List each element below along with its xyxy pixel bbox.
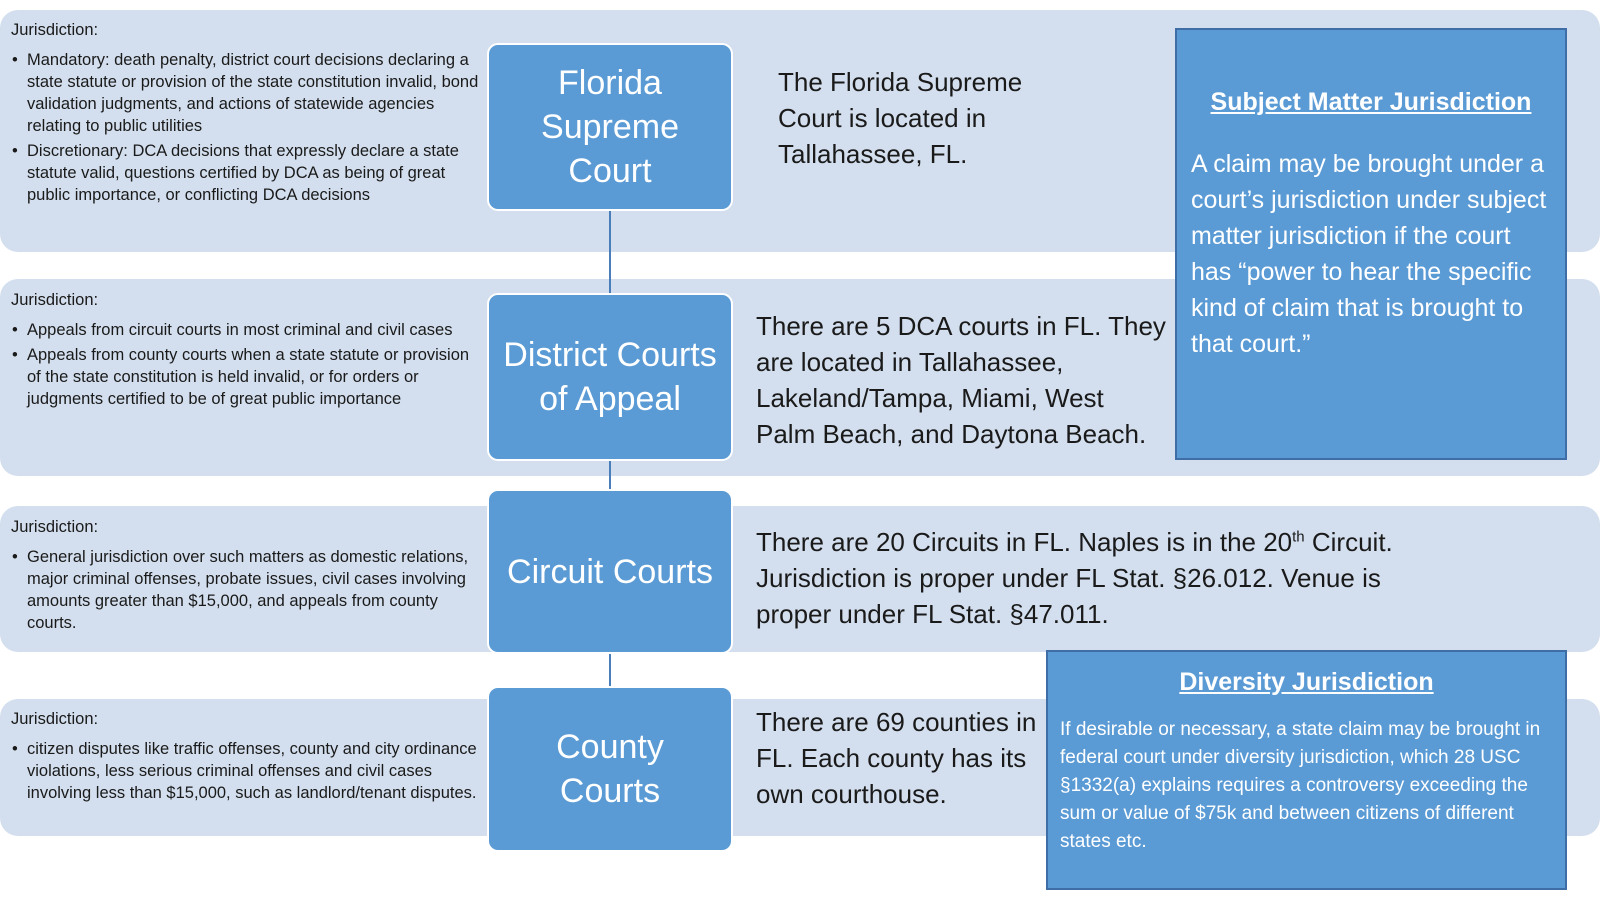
subject-matter-body: A claim may be brought under a court’s jurisdiction under subject matter jurisdiction if the court has “power to hear the specific kind of claim that is brought to that court.” (1191, 150, 1547, 358)
diversity-body: If desirable or necessary, a state claim may be brought in federal court under diversity jurisdiction, which 28 USC §1332(a) explains requires a controversy exceeding the sum or value of $75k and between citizens of different states etc. (1060, 719, 1541, 852)
court-description-circuit: There are 20 Circuits in FL. Naples is in the 20th Circuit. Jurisdiction is proper under FL Stat. §26.012. Venue is proper under FL Stat. §47.011. (756, 527, 1393, 629)
connector-supreme-dca (609, 209, 611, 294)
jurisdiction-item: • Appeals from circuit courts in most criminal and civil cases (11, 319, 481, 341)
jurisdiction-item: • Appeals from county courts when a state statute or provision of the state constitution is held invalid, or for orders or judgments certified to be of great public importance (11, 344, 481, 410)
connector-dca-circuit (609, 459, 611, 493)
jurisdiction-heading: Jurisdiction: (11, 291, 99, 309)
jurisdiction-heading: Jurisdiction: (11, 21, 99, 39)
jurisdiction-item: • General jurisdiction over such matters as domestic relations, major criminal offenses, probate issues, civil cases involving amounts greater than $15,000, and appeals from county courts. (11, 546, 481, 634)
court-box-circuit (487, 489, 733, 654)
court-box-county (487, 686, 733, 852)
connector-circuit-county (609, 652, 611, 688)
court-name: District Courts of Appeal (503, 336, 717, 418)
jurisdiction-heading: Jurisdiction: (11, 710, 99, 728)
jurisdiction-heading: Jurisdiction: (11, 518, 99, 536)
court-name: County Courts (556, 728, 664, 810)
jurisdiction-item: • citizen disputes like traffic offenses, county and city ordinance violations, less serious criminal offenses and civil cases involving less than $15,000, such as landlord/tenant disputes. (11, 738, 481, 804)
jurisdiction-list-dca (11, 289, 481, 413)
subject-matter-jurisdiction-box (1175, 28, 1567, 460)
subject-matter-heading: Subject Matter Jurisdiction (1210, 88, 1532, 116)
diversity-heading: Diversity Jurisdiction (1179, 668, 1434, 696)
jurisdiction-item: • Discretionary: DCA decisions that expressly declare a state statute valid, questions certified by DCA as being of great public importance, or conflicting DCA decisions (11, 140, 481, 206)
court-description-dca: There are 5 DCA courts in FL. They are located in Tallahassee, Lakeland/Tampa, Miami, West Palm Beach, and Daytona Beach. (756, 311, 1166, 449)
court-box-dca (487, 293, 733, 461)
court-name: Florida Supreme Court (541, 64, 679, 190)
diversity-jurisdiction-box (1046, 650, 1567, 890)
jurisdiction-item: • Mandatory: death penalty, district court decisions declaring a state statute or provision of the state constitution invalid, bond validation judgments, and actions of statewide agencies relating to public utilities (11, 49, 481, 137)
court-description-supreme: The Florida Supreme Court is located in Tallahassee, FL. (778, 67, 1023, 169)
court-name: Circuit Courts (507, 552, 713, 591)
court-description-county: There are 69 counties in FL. Each county has its own courthouse. (756, 707, 1037, 809)
jurisdiction-list-circuit (11, 516, 481, 637)
jurisdiction-list-supreme (11, 19, 481, 209)
court-box-supreme (487, 43, 733, 211)
jurisdiction-list-county (11, 708, 481, 807)
